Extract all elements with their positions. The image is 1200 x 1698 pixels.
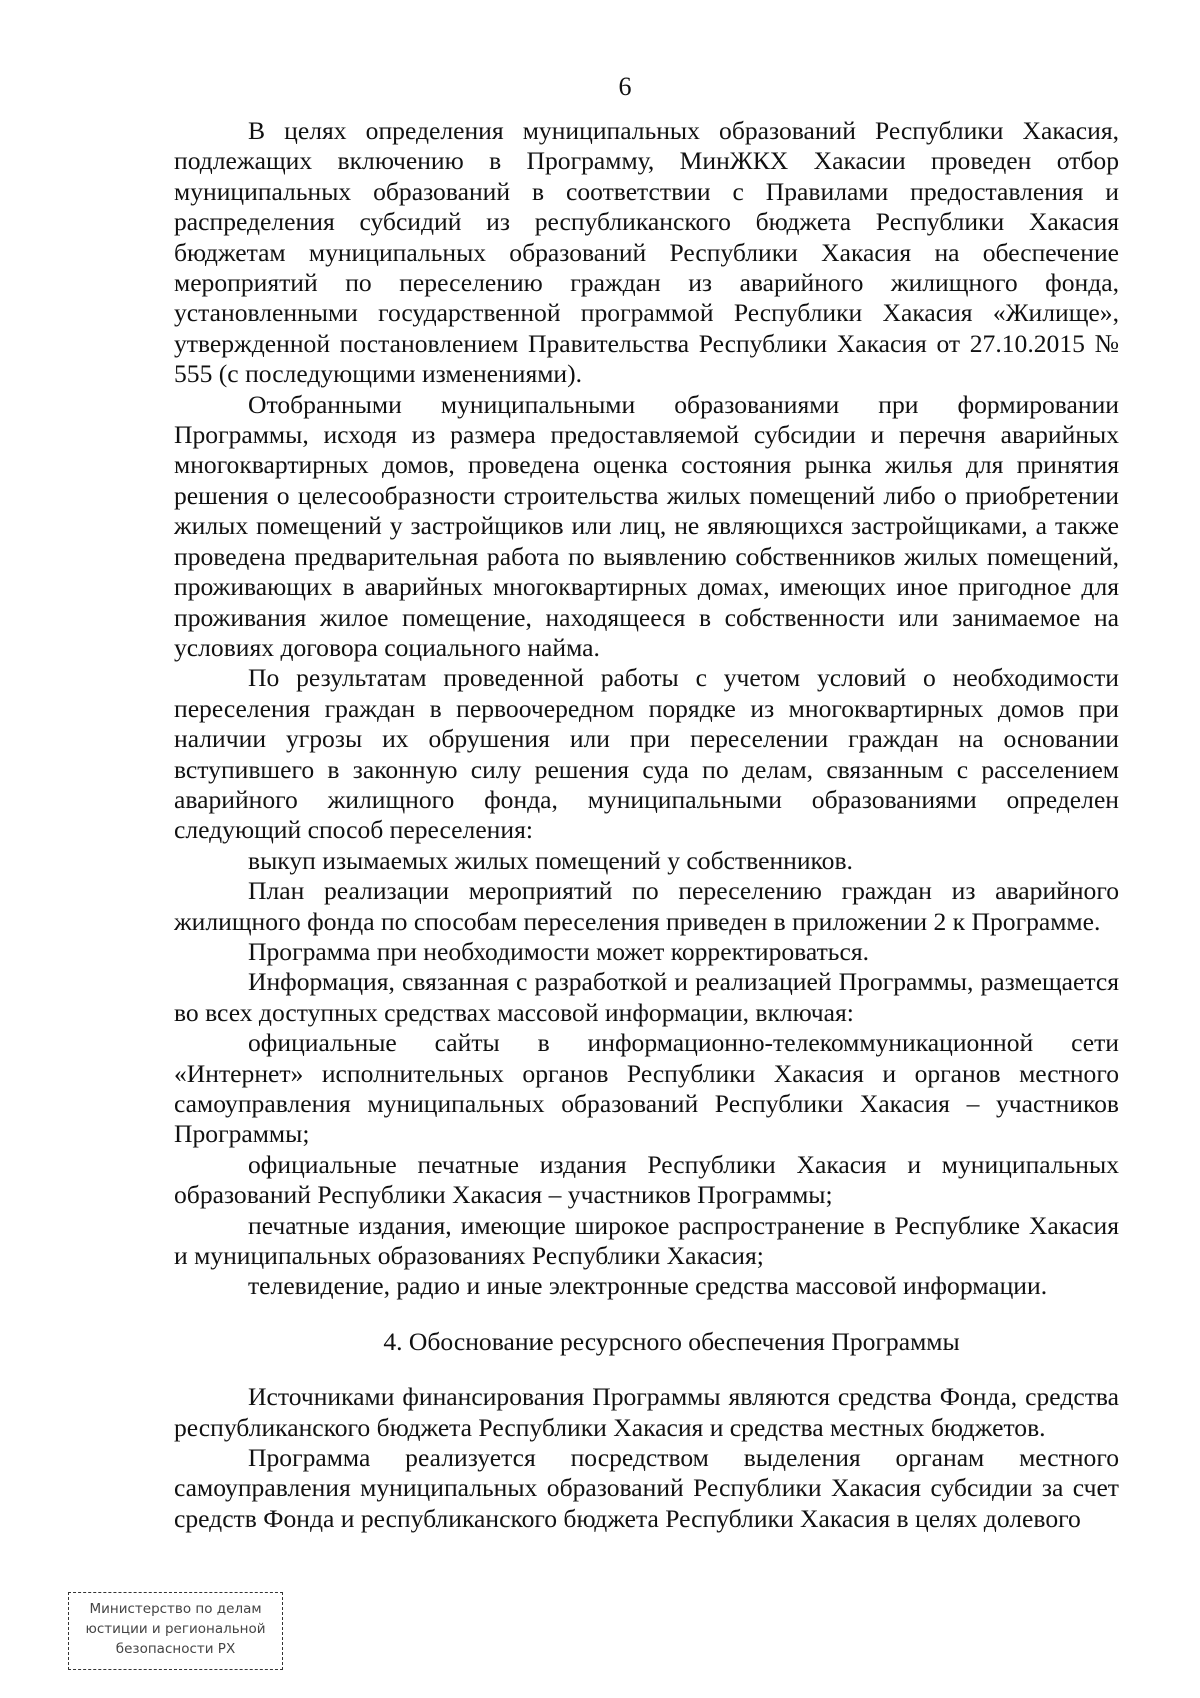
ministry-stamp [68,1592,283,1670]
paragraph: официальные сайты в информационно-телекоммуникационной сети «Интернет» исполнительных органов Республики Хакасия и органов местного самоуправления муниципальных образований Республики Хакасия – участников Программы; [174,1028,1119,1149]
paragraph: печатные издания, имеющие широкое распространение в Республике Хакасия и муниципальных образованиях Республики Хакасия; [174,1210,1119,1271]
page-number: 6 [618,72,632,101]
paragraph: выкуп изымаемых жилых помещений у собственников. [248,845,853,875]
document-body [174,116,1119,1534]
section-heading: 4. Обоснование ресурсного обеспечения Программы [383,1326,960,1356]
paragraph: План реализации мероприятий по переселению граждан из аварийного жилищного фонда по способам переселения приведен в приложении 2 к Программе. [174,876,1119,936]
paragraph: телевидение, радио и иные электронные средства массовой информации. [248,1271,1048,1301]
stamp-line: безопасности РХ [115,1641,236,1657]
paragraph: Программа при необходимости может корректироваться. [248,936,869,966]
paragraph: Источниками финансирования Программы являются средства Фонда, средства республиканского бюджета Республики Хакасия и средства местных бюджетов. [174,1382,1119,1442]
stamp-line: юстиции и региональной [85,1621,266,1637]
paragraph: Отобранными муниципальными образованиями при формировании Программы, исходя из размера предоставляемой субсидии и перечня аварийных многоквартирных домов, проведена оценка состояния рынка жилья для принятия решения о целесообразности строительства жилых помещений либо о приобретении жилых помещений у застройщиков или лиц, не являющихся застройщиками, а также проведена предварительная работа по выявлению собственников жилых помещений, проживающих в аварийных многоквартирных домах, имеющих иное пригодное для проживания жилое помещение, находящееся в собственности или занимаемое на условиях договора социального найма. [174,389,1119,662]
paragraph: официальные печатные издания Республики Хакасия и муниципальных образований Республики Хакасия – участников Программы; [174,1149,1119,1210]
paragraph: По результатам проведенной работы с учетом условий о необходимости переселения граждан в первоочередном порядке из многоквартирных домов при наличии угрозы их обрушения или при переселении граждан на основании вступившего в законную силу решения суда по делам, связанным с расселением аварийного жилищного фонда, муниципальными образованиями определен следующий способ переселения: [174,663,1119,845]
paragraph: В целях определения муниципальных образований Республики Хакасия, подлежащих включению в Программу, МинЖКХ Хакасии проведен отбор муниципальных образований в соответствии с Правилами предоставления и распределения субсидий из республиканского бюджета Республики Хакасия бюджетам муниципальных образований Республики Хакасия на обеспечение мероприятий по переселению граждан из аварийного жилищного фонда, установленными государственной программой Республики Хакасия «Жилище», утвержденной постановлением Правительства Республики Хакасия от 27.10.2015 № 555 (с последующими изменениями). [174,116,1119,389]
paragraph: Программа реализуется посредством выделения органам местного самоуправления муниципальных образований Республики Хакасия субсидии за счет средств Фонда и республиканского бюджета Республики Хакасия в целях долевого [174,1443,1119,1533]
paragraph: Информация, связанная с разработкой и реализацией Программы, размещается во всех доступных средствах массовой информации, включая: [174,967,1119,1027]
stamp-line: Министерство по делам [89,1601,262,1617]
